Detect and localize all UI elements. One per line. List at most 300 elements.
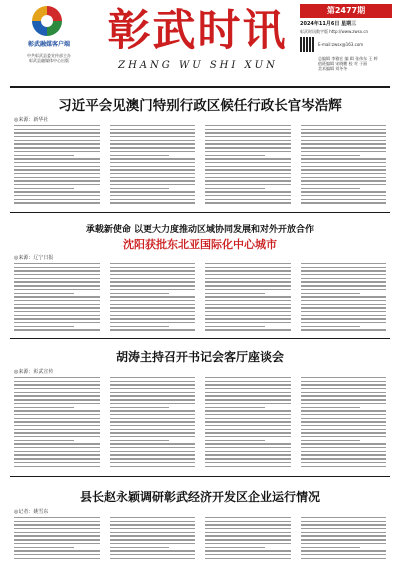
body-text-line bbox=[14, 418, 100, 419]
body-text-line bbox=[110, 184, 196, 185]
body-text-line bbox=[110, 524, 196, 525]
body-text-line bbox=[205, 173, 291, 174]
body-text-line bbox=[14, 521, 100, 522]
body-text-line bbox=[205, 202, 291, 203]
body-text-line bbox=[14, 199, 100, 200]
body-text-line bbox=[14, 410, 100, 411]
body-text-line bbox=[301, 129, 387, 130]
body-text-line bbox=[301, 169, 387, 170]
body-text-line bbox=[301, 524, 387, 525]
body-text-line bbox=[301, 550, 387, 551]
body-text-line bbox=[14, 550, 100, 551]
body-text-line bbox=[205, 388, 291, 389]
body-text-line bbox=[301, 296, 387, 297]
body-text-line bbox=[205, 293, 265, 294]
body-text-line bbox=[110, 399, 196, 400]
body-text-line bbox=[110, 293, 170, 294]
body-text-line bbox=[14, 155, 74, 156]
body-text-line bbox=[205, 539, 291, 540]
body-text-line bbox=[110, 384, 196, 385]
body-text-line bbox=[14, 392, 100, 393]
publication-url: 彰武时讯数字版 http://www.zwsx.cn bbox=[300, 29, 369, 34]
body-text-line bbox=[205, 384, 291, 385]
body-text-line bbox=[14, 399, 100, 400]
body-text-line bbox=[110, 202, 196, 203]
body-text-line bbox=[14, 421, 100, 422]
body-text-line bbox=[301, 403, 387, 404]
body-text-line bbox=[14, 140, 100, 141]
body-text-line bbox=[14, 173, 100, 174]
body-text-line bbox=[14, 318, 100, 319]
body-text-line bbox=[301, 425, 387, 426]
body-text-line bbox=[301, 410, 387, 411]
body-text-line bbox=[110, 466, 196, 467]
body-text-line bbox=[14, 329, 100, 330]
body-text-line bbox=[205, 162, 291, 163]
body-text-line bbox=[205, 304, 291, 305]
body-text-line bbox=[14, 315, 100, 316]
body-text-line bbox=[205, 425, 291, 426]
newspaper-title: 彰武时讯 bbox=[107, 6, 288, 56]
body-text-line bbox=[14, 188, 74, 189]
body-text-line bbox=[301, 274, 387, 275]
body-text-line bbox=[301, 421, 387, 422]
body-text-line bbox=[301, 329, 387, 330]
body-text-line bbox=[205, 267, 291, 268]
staff-list: 总编辑 李雅宏 编 辑 张伟东 王 婷 值班编辑 宋晓鹏 校 对 于丽 美术编辑 刘冬冬 bbox=[318, 56, 378, 71]
body-text-line bbox=[14, 443, 100, 444]
body-text-line bbox=[205, 436, 291, 437]
article-4-body bbox=[14, 517, 386, 561]
body-text-line bbox=[110, 147, 196, 148]
body-text-line bbox=[110, 547, 170, 548]
body-text-line bbox=[301, 451, 387, 452]
body-text-line bbox=[14, 547, 74, 548]
body-text-line bbox=[14, 300, 100, 301]
article-1-headline[interactable]: 习近平会见澳门特别行政区候任行政长官岑浩辉 bbox=[58, 98, 342, 114]
body-text-line bbox=[301, 532, 387, 533]
body-text-line bbox=[110, 443, 196, 444]
article-1-body bbox=[14, 125, 386, 206]
media-logo bbox=[10, 6, 88, 78]
body-text-line bbox=[205, 421, 291, 422]
article-4-headline[interactable]: 县长赵永颖调研彰武经济开发区企业运行情况 bbox=[79, 490, 320, 504]
body-text-line bbox=[301, 322, 387, 323]
body-text-line bbox=[14, 528, 100, 529]
body-text-line bbox=[205, 554, 291, 555]
body-text-line bbox=[14, 191, 100, 192]
body-text-line bbox=[110, 315, 196, 316]
contact-email: E-mail:zwsx@163.com bbox=[318, 42, 364, 47]
body-text-line bbox=[14, 458, 100, 459]
body-text-line bbox=[301, 270, 387, 271]
body-text-line bbox=[301, 311, 387, 312]
body-text-line bbox=[205, 285, 291, 286]
body-text-line bbox=[205, 318, 291, 319]
body-text-line bbox=[110, 136, 196, 137]
body-text-line bbox=[110, 304, 196, 305]
body-text-line bbox=[110, 180, 196, 181]
article-2-byline: ◎来源：辽宁日报 bbox=[14, 255, 54, 261]
body-text-line bbox=[301, 543, 387, 544]
body-text-line bbox=[301, 143, 387, 144]
body-text-line bbox=[14, 554, 100, 555]
body-text-line bbox=[110, 425, 196, 426]
body-text-line bbox=[110, 395, 196, 396]
body-text-line bbox=[110, 177, 196, 178]
body-text-line bbox=[14, 180, 100, 181]
body-text-line bbox=[14, 377, 100, 378]
body-text-line bbox=[301, 418, 387, 419]
body-text-line bbox=[301, 202, 387, 203]
body-text-line bbox=[205, 377, 291, 378]
body-text-line bbox=[301, 381, 387, 382]
body-text-line bbox=[110, 191, 196, 192]
body-text-line bbox=[14, 296, 100, 297]
body-text-line bbox=[14, 395, 100, 396]
body-text-line bbox=[14, 524, 100, 525]
body-text-line bbox=[110, 143, 196, 144]
body-text-line bbox=[205, 125, 291, 126]
body-text-line bbox=[301, 392, 387, 393]
body-text-line bbox=[205, 155, 265, 156]
body-text-line bbox=[110, 162, 196, 163]
body-text-line bbox=[110, 539, 196, 540]
body-text-line bbox=[301, 289, 387, 290]
body-text-line bbox=[14, 169, 100, 170]
body-text-line bbox=[205, 278, 291, 279]
body-text-line bbox=[14, 429, 100, 430]
body-text-line bbox=[205, 281, 291, 282]
body-text-line bbox=[110, 418, 196, 419]
body-text-line bbox=[301, 521, 387, 522]
body-text-line bbox=[14, 293, 74, 294]
body-text-line bbox=[110, 532, 196, 533]
body-text-line bbox=[14, 381, 100, 382]
body-text-line bbox=[301, 462, 387, 463]
body-text-line bbox=[205, 440, 265, 441]
body-text-line bbox=[110, 173, 196, 174]
body-text-line bbox=[110, 543, 196, 544]
body-text-line bbox=[301, 136, 387, 137]
body-text-line bbox=[110, 311, 196, 312]
issue-number: 第2477期 bbox=[300, 4, 392, 18]
body-text-line bbox=[205, 300, 291, 301]
body-text-line bbox=[205, 414, 291, 415]
body-text-line bbox=[205, 180, 291, 181]
logo-emblem-icon bbox=[32, 6, 62, 36]
body-text-line bbox=[301, 429, 387, 430]
section-rule-1 bbox=[10, 212, 390, 213]
body-text-line bbox=[14, 451, 100, 452]
article-1-byline: ◎来源：新华社 bbox=[14, 117, 49, 123]
body-text-line bbox=[205, 451, 291, 452]
body-text-line bbox=[110, 166, 196, 167]
body-text-line bbox=[14, 151, 100, 152]
body-text-line bbox=[205, 558, 291, 559]
body-text-line bbox=[14, 289, 100, 290]
body-text-line bbox=[110, 440, 170, 441]
body-text-line bbox=[301, 267, 387, 268]
body-text-line bbox=[205, 517, 291, 518]
qr-code-icon[interactable] bbox=[300, 37, 315, 52]
body-text-line bbox=[110, 462, 196, 463]
article-2-headline[interactable]: 沈阳获批东北亚国际化中心城市 bbox=[123, 238, 277, 251]
body-text-line bbox=[301, 535, 387, 536]
body-text-line bbox=[14, 532, 100, 533]
body-text-line bbox=[301, 166, 387, 167]
masthead bbox=[0, 0, 400, 82]
body-text-line bbox=[301, 304, 387, 305]
body-text-line bbox=[110, 528, 196, 529]
body-text-line bbox=[110, 410, 196, 411]
body-text-line bbox=[14, 274, 100, 275]
body-text-line bbox=[205, 307, 291, 308]
body-text-line bbox=[110, 169, 196, 170]
body-text-line bbox=[301, 447, 387, 448]
body-text-line bbox=[110, 155, 170, 156]
body-text-line bbox=[205, 158, 291, 159]
body-text-line bbox=[205, 289, 291, 290]
body-text-line bbox=[14, 414, 100, 415]
body-text-line bbox=[110, 407, 170, 408]
body-text-line bbox=[110, 285, 196, 286]
body-text-line bbox=[205, 274, 291, 275]
body-text-line bbox=[205, 151, 291, 152]
body-text-line bbox=[301, 458, 387, 459]
body-text-line bbox=[110, 125, 196, 126]
body-text-line bbox=[205, 132, 291, 133]
body-text-line bbox=[205, 524, 291, 525]
body-text-line bbox=[301, 395, 387, 396]
body-text-line bbox=[14, 136, 100, 137]
body-text-line bbox=[14, 436, 100, 437]
body-text-line bbox=[14, 125, 100, 126]
body-text-line bbox=[205, 169, 291, 170]
body-text-line bbox=[205, 429, 291, 430]
body-text-line bbox=[205, 392, 291, 393]
body-text-line bbox=[205, 296, 291, 297]
issue-info bbox=[300, 4, 392, 78]
body-text-line bbox=[14, 129, 100, 130]
body-text-line bbox=[301, 436, 387, 437]
body-text-line bbox=[110, 270, 196, 271]
body-text-line bbox=[301, 263, 387, 264]
body-text-line bbox=[205, 466, 291, 467]
body-text-line bbox=[14, 158, 100, 159]
body-text-line bbox=[301, 454, 387, 455]
body-text-line bbox=[110, 454, 196, 455]
body-text-line bbox=[205, 329, 291, 330]
body-text-line bbox=[205, 147, 291, 148]
body-text-line bbox=[205, 432, 291, 433]
body-text-line bbox=[14, 267, 100, 268]
body-text-line bbox=[14, 278, 100, 279]
body-text-line bbox=[14, 202, 100, 203]
body-text-line bbox=[205, 535, 291, 536]
masthead-rule bbox=[10, 86, 390, 88]
body-text-line bbox=[301, 180, 387, 181]
body-text-line bbox=[14, 384, 100, 385]
body-text-line bbox=[301, 191, 387, 192]
body-text-line bbox=[301, 147, 387, 148]
body-text-line bbox=[110, 307, 196, 308]
body-text-line bbox=[110, 188, 170, 189]
body-text-line bbox=[301, 173, 387, 174]
body-text-line bbox=[110, 296, 196, 297]
body-text-line bbox=[205, 443, 291, 444]
body-text-line bbox=[110, 377, 196, 378]
body-text-line bbox=[110, 318, 196, 319]
body-text-line bbox=[14, 462, 100, 463]
section-rule-2 bbox=[10, 338, 390, 339]
body-text-line bbox=[205, 395, 291, 396]
body-text-line bbox=[301, 414, 387, 415]
body-text-line bbox=[301, 558, 387, 559]
body-text-line bbox=[301, 432, 387, 433]
body-text-line bbox=[205, 521, 291, 522]
body-text-line bbox=[110, 289, 196, 290]
body-text-line bbox=[110, 458, 196, 459]
body-text-line bbox=[110, 429, 196, 430]
article-2-body bbox=[14, 263, 386, 333]
body-text-line bbox=[110, 447, 196, 448]
body-text-line bbox=[205, 458, 291, 459]
article-3-headline[interactable]: 胡涛主持召开书记会客厅座谈会 bbox=[115, 350, 284, 364]
body-text-line bbox=[205, 543, 291, 544]
body-text-line bbox=[110, 403, 196, 404]
body-text-line bbox=[205, 418, 291, 419]
body-text-line bbox=[14, 285, 100, 286]
body-text-line bbox=[14, 535, 100, 536]
body-text-line bbox=[301, 195, 387, 196]
body-text-line bbox=[14, 440, 74, 441]
body-text-line bbox=[14, 466, 100, 467]
body-text-line bbox=[14, 143, 100, 144]
body-text-line bbox=[301, 307, 387, 308]
body-text-line bbox=[301, 293, 361, 294]
body-text-line bbox=[301, 155, 361, 156]
body-text-line bbox=[301, 162, 387, 163]
issue-date: 2024年11月6日 星期三 bbox=[300, 21, 357, 27]
body-text-line bbox=[205, 195, 291, 196]
body-text-line bbox=[301, 466, 387, 467]
body-text-line bbox=[110, 281, 196, 282]
body-text-line bbox=[205, 136, 291, 137]
body-text-line bbox=[205, 550, 291, 551]
article-3-byline: ◎来源：彰武宣传 bbox=[14, 369, 54, 375]
body-text-line bbox=[14, 132, 100, 133]
body-text-line bbox=[205, 407, 265, 408]
body-text-line bbox=[110, 388, 196, 389]
body-text-line bbox=[110, 274, 196, 275]
logo-name: 彰武融媒客户端 bbox=[27, 41, 70, 48]
body-text-line bbox=[301, 158, 387, 159]
body-text-line bbox=[301, 399, 387, 400]
body-text-line bbox=[205, 263, 291, 264]
body-text-line bbox=[14, 447, 100, 448]
body-text-line bbox=[205, 143, 291, 144]
body-text-line bbox=[301, 326, 361, 327]
body-text-line bbox=[14, 326, 74, 327]
body-text-line bbox=[14, 184, 100, 185]
body-text-line bbox=[205, 177, 291, 178]
body-text-line bbox=[205, 410, 291, 411]
body-text-line bbox=[110, 421, 196, 422]
body-text-line bbox=[110, 392, 196, 393]
body-text-line bbox=[301, 528, 387, 529]
body-text-line bbox=[110, 521, 196, 522]
body-text-line bbox=[301, 539, 387, 540]
body-text-line bbox=[14, 432, 100, 433]
body-text-line bbox=[205, 188, 265, 189]
body-text-line bbox=[301, 440, 361, 441]
body-text-line bbox=[110, 140, 196, 141]
body-text-line bbox=[110, 381, 196, 382]
body-text-line bbox=[205, 462, 291, 463]
body-text-line bbox=[301, 517, 387, 518]
body-text-line bbox=[301, 278, 387, 279]
body-text-line bbox=[301, 554, 387, 555]
body-text-line bbox=[301, 151, 387, 152]
body-text-line bbox=[301, 407, 361, 408]
body-text-line bbox=[14, 166, 100, 167]
body-text-line bbox=[14, 147, 100, 148]
body-text-line bbox=[205, 447, 291, 448]
body-text-line bbox=[301, 377, 387, 378]
body-text-line bbox=[301, 132, 387, 133]
section-rule-3 bbox=[10, 476, 390, 477]
body-text-line bbox=[205, 399, 291, 400]
body-text-line bbox=[205, 270, 291, 271]
body-text-line bbox=[205, 326, 265, 327]
body-text-line bbox=[301, 318, 387, 319]
body-text-line bbox=[301, 188, 361, 189]
logo-subtitle: 中共彰武县委宣传部主办 彰武县融媒体中心出版 bbox=[27, 53, 71, 63]
body-text-line bbox=[14, 263, 100, 264]
body-text-line bbox=[301, 300, 387, 301]
body-text-line bbox=[14, 307, 100, 308]
body-text-line bbox=[110, 558, 196, 559]
body-text-line bbox=[14, 539, 100, 540]
body-text-line bbox=[301, 285, 387, 286]
body-text-line bbox=[301, 443, 387, 444]
body-text-line bbox=[110, 326, 170, 327]
body-text-line bbox=[14, 304, 100, 305]
body-text-line bbox=[14, 517, 100, 518]
body-text-line bbox=[14, 311, 100, 312]
article-2-subhead: 承载新使命 以更大力度推动区域协同发展和对外开放合作 bbox=[85, 225, 315, 235]
body-text-line bbox=[301, 184, 387, 185]
body-text-line bbox=[205, 381, 291, 382]
newspaper-pinyin: ZHANG WU SHI XUN bbox=[118, 60, 278, 71]
body-text-line bbox=[14, 558, 100, 559]
body-text-line bbox=[14, 403, 100, 404]
body-text-line bbox=[110, 132, 196, 133]
body-text-line bbox=[301, 281, 387, 282]
body-text-line bbox=[205, 454, 291, 455]
body-text-line bbox=[14, 425, 100, 426]
article-3-body bbox=[14, 377, 386, 469]
body-text-line bbox=[14, 543, 100, 544]
body-text-line bbox=[110, 414, 196, 415]
body-text-line bbox=[205, 403, 291, 404]
body-text-line bbox=[110, 151, 196, 152]
body-text-line bbox=[301, 125, 387, 126]
body-text-line bbox=[110, 535, 196, 536]
body-text-line bbox=[14, 270, 100, 271]
body-text-line bbox=[110, 195, 196, 196]
